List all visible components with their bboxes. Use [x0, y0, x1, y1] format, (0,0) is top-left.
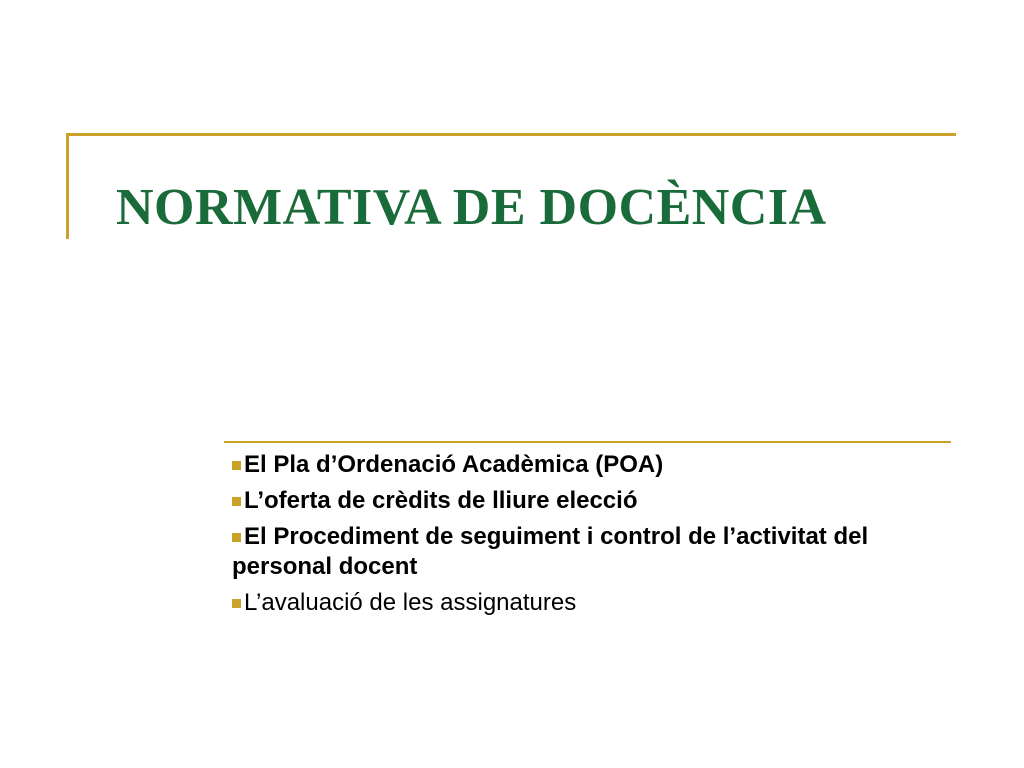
bullet-item — [232, 588, 956, 618]
slide-title: NORMATIVA DE DOCÈNCIA — [116, 179, 827, 236]
bullet-item — [232, 522, 956, 582]
square-bullet-icon — [232, 599, 241, 608]
square-bullet-icon — [232, 497, 241, 506]
bullet-text: El Procediment de seguiment i control de l’activitat del personal docent — [232, 523, 869, 580]
title-frame-top-rule — [66, 133, 956, 136]
square-bullet-icon — [232, 533, 241, 542]
bullet-text: L’oferta de crèdits de lliure elecció — [244, 487, 638, 514]
bullet-text: L’avaluació de les assignatures — [244, 589, 577, 616]
bullet-list — [232, 450, 956, 624]
bullet-item — [232, 486, 956, 516]
bullet-item — [232, 450, 956, 480]
bullet-text: El Pla d’Ordenació Acadèmica (POA) — [244, 451, 664, 478]
content-divider — [224, 441, 951, 443]
title-frame-left-rule — [66, 133, 69, 239]
square-bullet-icon — [232, 461, 241, 470]
